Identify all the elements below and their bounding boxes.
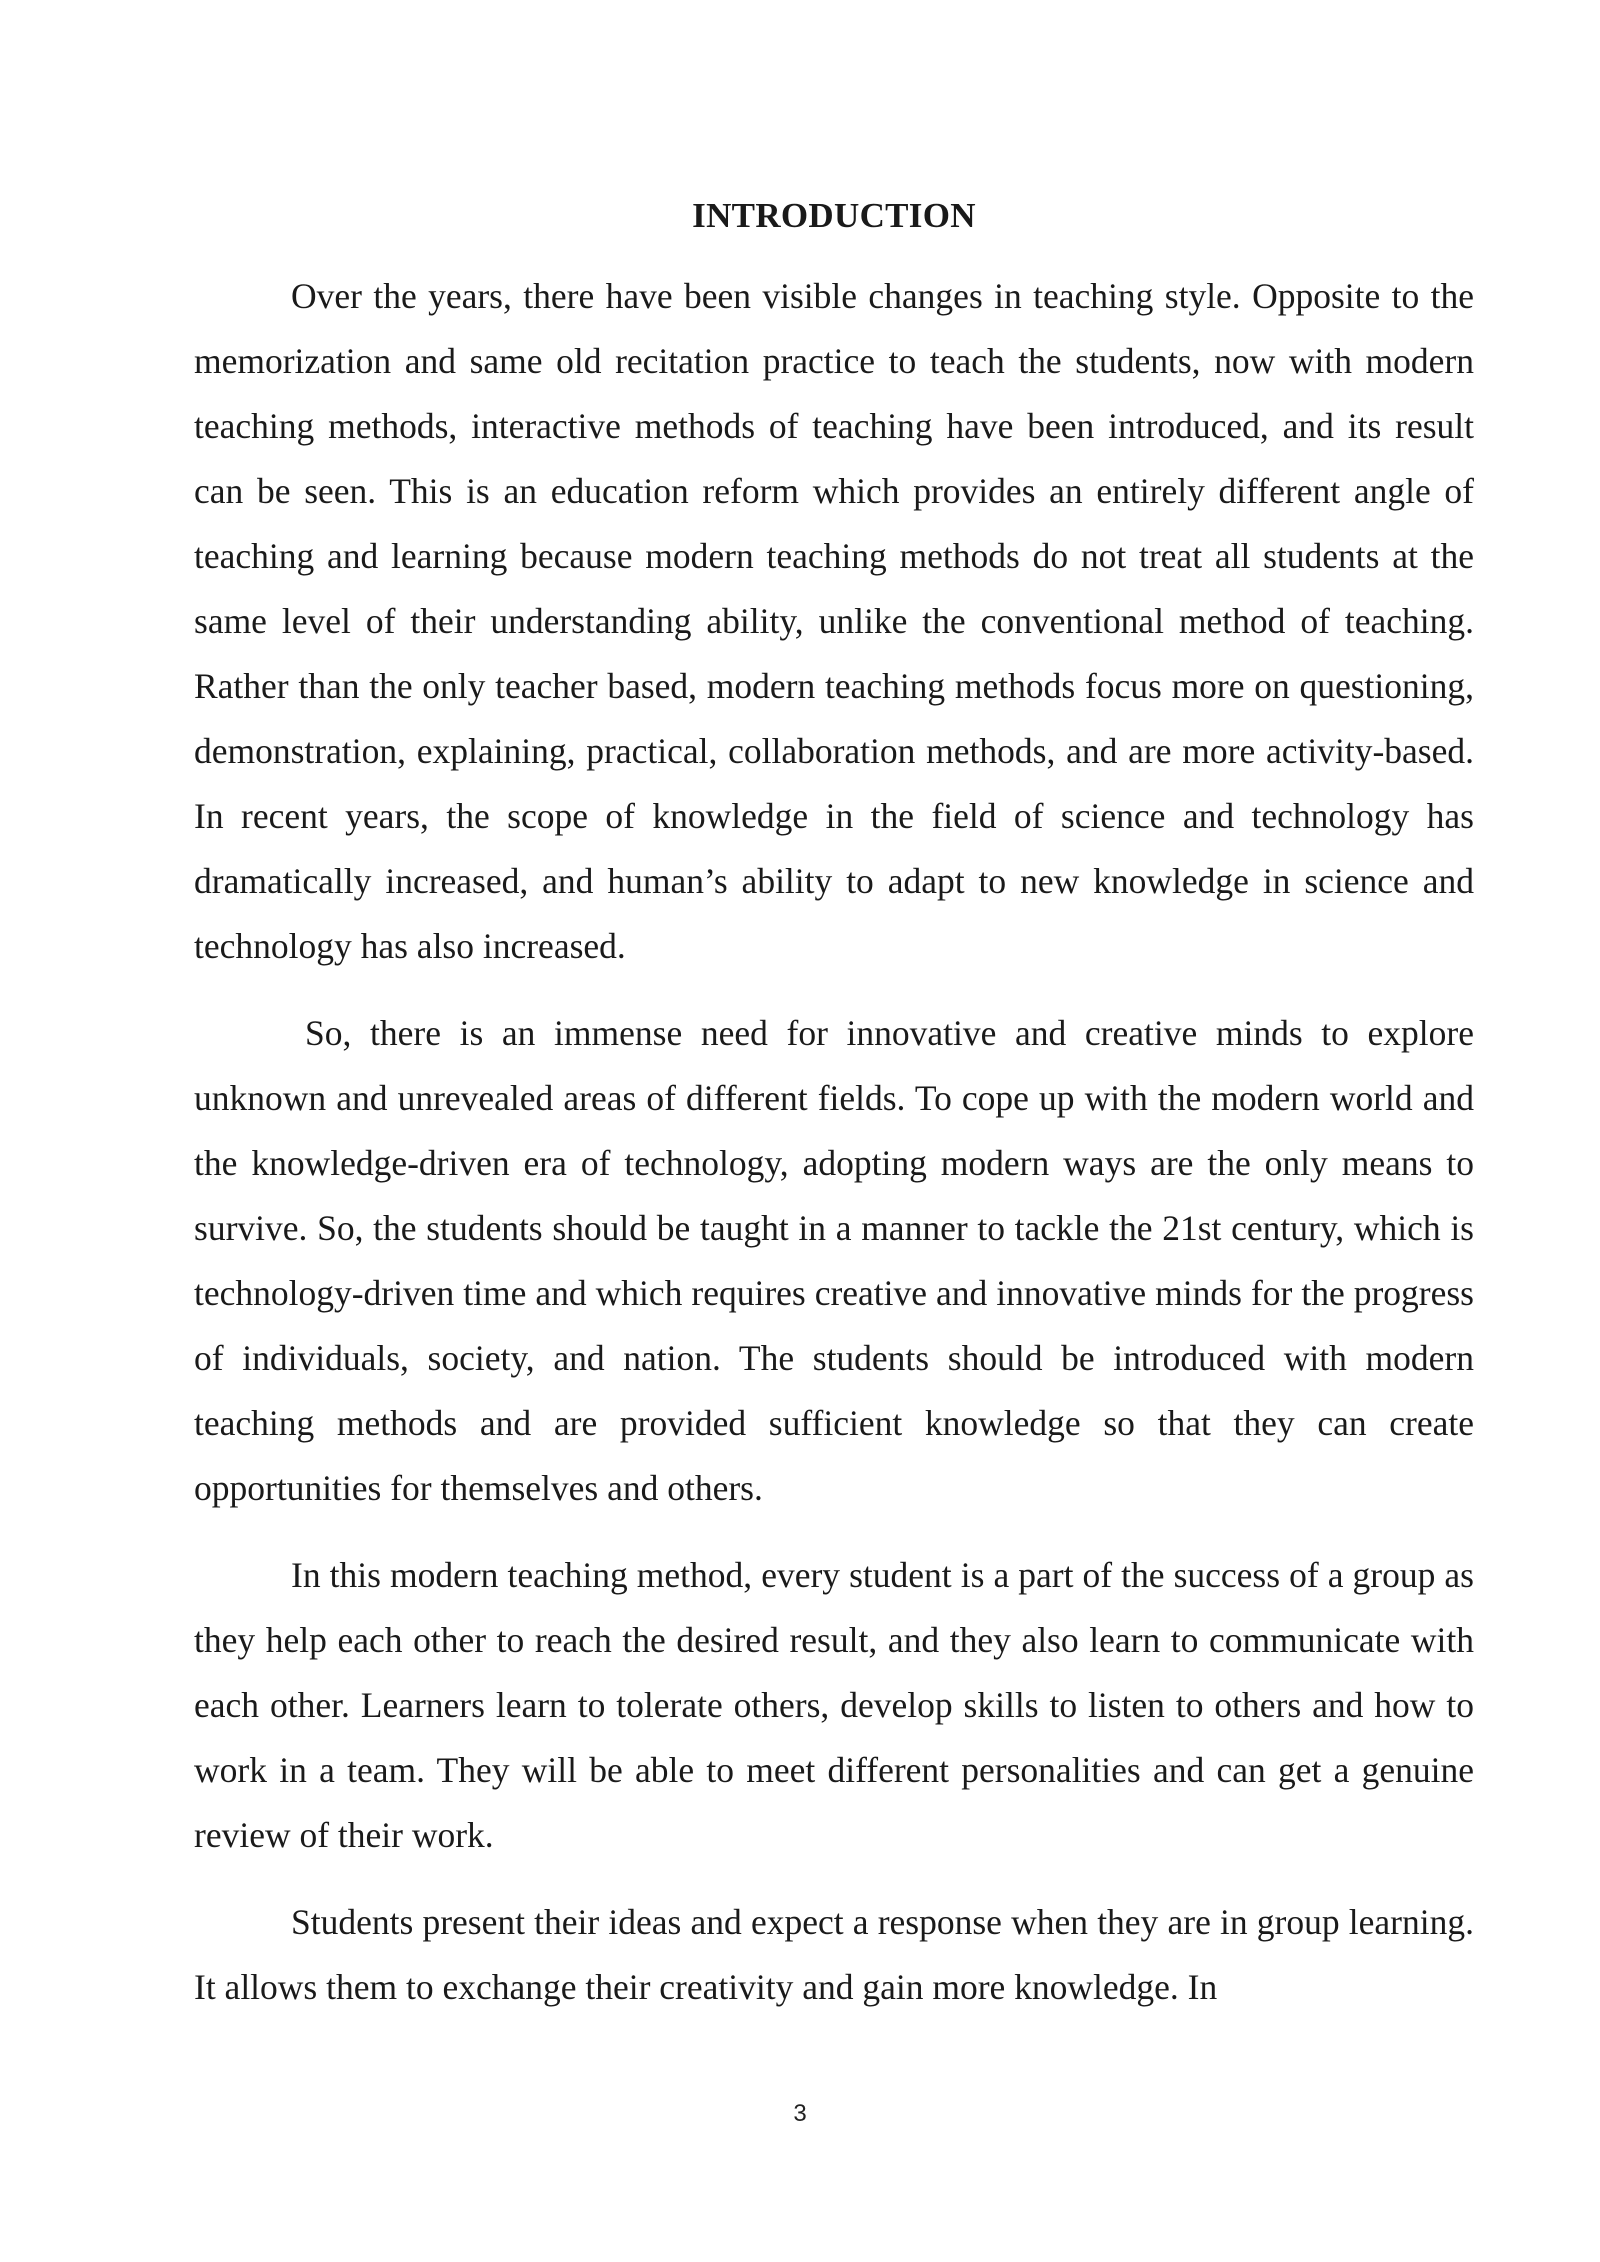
paragraph-4: Students present their ideas and expect a response when they are in group learning. It allows them to exchange their creativity and gain more knowledge. In [194, 1902, 1474, 2007]
section-title: INTRODUCTION [692, 196, 976, 235]
paragraph-1: Over the years, there have been visible changes in teaching style. Opposite to the memorization and same old recitation practice to teach the students, now with modern teaching methods, interactive methods of teaching have been introduced, and its result can be seen. This is an education reform which provides an entirely different angle of teaching and learning because modern teaching methods do not treat all students at the same level of their understanding ability, unlike the conventional method of teaching. Rather than the only teacher based, modern teaching methods focus more on questioning, demonstration, explaining, practical, collaboration methods, and are more activity-based. In recent years, the scope of knowledge in the field of science and technology has dramatically increased, and human’s ability to adapt to new knowledge in science and technology has also increased. [194, 276, 1474, 966]
paragraph-2: So, there is an immense need for innovative and creative minds to explore unknown and unrevealed areas of different fields. To cope up with the modern world and the knowledge-driven era of technology, adopting modern ways are the only means to survive. So, the students should be taught in a manner to tackle the 21st century, which is technology-driven time and which requires creative and innovative minds for the progress of individuals, society, and nation. The students should be introduced with modern teaching methods and are provided sufficient knowledge so that they can create opportunities for themselves and others. [194, 1013, 1474, 1508]
page-number: 3 [793, 2100, 807, 2127]
page-content [194, 186, 1474, 2042]
paragraph-3: In this modern teaching method, every student is a part of the success of a group as they help each other to reach the desired result, and they also learn to communicate with each other. Learners learn to tolerate others, develop skills to listen to others and how to work in a team. They will be able to meet different personalities and can get a genuine review of their work. [194, 1555, 1474, 1855]
